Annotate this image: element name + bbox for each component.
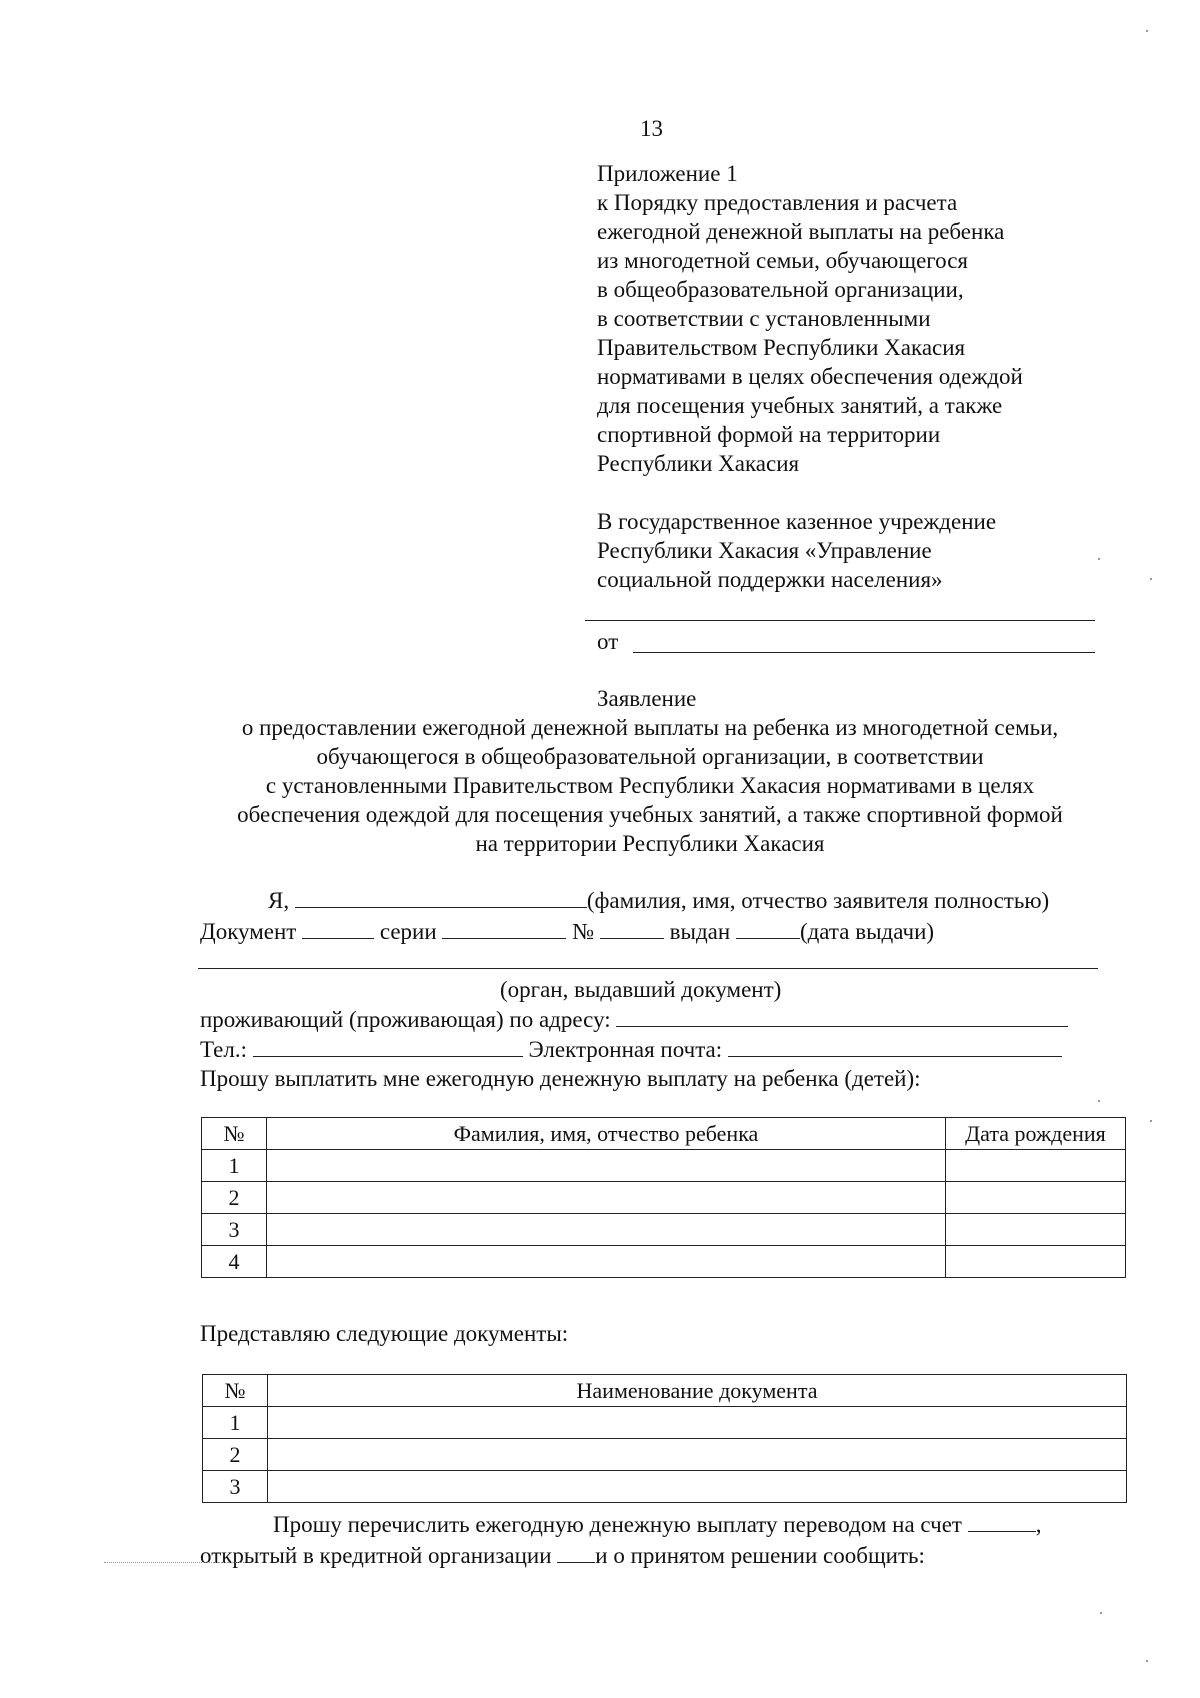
contacts-row <box>200 1035 1062 1064</box>
from-label: от <box>597 629 619 654</box>
col-birth-date: Дата рождения <box>946 1118 1126 1150</box>
i-label: Я, <box>268 888 290 913</box>
scan-speck <box>1146 1660 1148 1662</box>
appendix-line: к Порядку предоставления и расчета <box>597 190 958 215</box>
title-line: обучающегося в общеобразовательной организации, в соответствии <box>316 744 984 769</box>
birth-date-cell[interactable] <box>946 1214 1126 1246</box>
document-name-cell[interactable] <box>268 1439 1127 1471</box>
statement-heading: Заявление <box>597 686 697 711</box>
bank-label: открытый в кредитной организации <box>200 1543 552 1568</box>
table-row <box>203 1439 1127 1471</box>
page-number: 13 <box>640 116 663 141</box>
child-fio-cell[interactable] <box>267 1246 946 1278</box>
document-name-cell[interactable] <box>268 1407 1127 1439</box>
scan-speck <box>1150 1120 1152 1122</box>
table-row <box>202 1246 1126 1278</box>
number-label: № <box>572 919 595 944</box>
fio-hint: (фамилия, имя, отчество заявителя полностью) <box>586 888 1050 913</box>
table-row <box>202 1182 1126 1214</box>
series-label: серии <box>379 919 437 944</box>
document-name-cell[interactable] <box>268 1471 1127 1503</box>
table-header-row <box>203 1375 1127 1407</box>
row-number: 2 <box>202 1182 267 1214</box>
account-field[interactable] <box>968 1513 1036 1532</box>
transfer-comma: , <box>1035 1512 1042 1537</box>
documents-table <box>202 1374 1127 1503</box>
title-line: обеспечения одеждой для посещения учебных занятий, а также спортивной формой <box>237 802 1063 827</box>
addressee-line: социальной поддержки населения» <box>597 567 943 592</box>
table-row <box>202 1214 1126 1246</box>
table-row <box>203 1471 1127 1503</box>
addressee-line: В государственное казенное учреждение <box>597 509 997 534</box>
child-fio-cell[interactable] <box>267 1150 946 1182</box>
col-number: № <box>203 1375 268 1407</box>
appendix-header <box>597 159 1023 478</box>
address-row <box>200 1005 1068 1034</box>
title-line: о предоставлении ежегодной денежной выплаты на ребенка из многодетной семьи, <box>241 715 1059 740</box>
appendix-line: нормативами в целях обеспечения одеждой <box>597 364 1023 389</box>
table-row <box>202 1150 1126 1182</box>
row-number: 2 <box>203 1439 268 1471</box>
addressee-name-line[interactable] <box>585 620 1095 621</box>
scan-speck <box>1098 1100 1100 1102</box>
appendix-line: Приложение 1 <box>597 161 738 186</box>
appendix-line: из многодетной семьи, обучающегося <box>597 248 969 273</box>
applicant-fio-row <box>268 886 1049 915</box>
appendix-line: ежегодной денежной выплаты на ребенка <box>597 219 1005 244</box>
appendix-line: для посещения учебных занятий, а также <box>597 393 1003 418</box>
scan-speck <box>1100 1612 1102 1614</box>
children-table <box>201 1117 1126 1278</box>
scan-mark <box>104 1562 244 1563</box>
series-field[interactable] <box>442 920 566 939</box>
address-field[interactable] <box>616 1008 1068 1027</box>
title-line: на территории Республики Хакасия <box>475 831 825 856</box>
col-child-fio: Фамилия, имя, отчество ребенка <box>267 1118 946 1150</box>
issuer-hint: (орган, выдавший документ) <box>500 977 782 1002</box>
document-type-field[interactable] <box>302 920 374 939</box>
row-number: 3 <box>203 1471 268 1503</box>
number-field[interactable] <box>600 920 664 939</box>
row-number: 4 <box>202 1246 267 1278</box>
transfer-text: Прошу перечислить ежегодную денежную выплату переводом на счет <box>273 1512 962 1537</box>
table-row <box>203 1407 1127 1439</box>
table-header-row <box>202 1118 1126 1150</box>
scan-speck <box>1146 30 1148 32</box>
documents-intro: Представляю следующие документы: <box>200 1321 569 1346</box>
notify-text: и о принятом решении сообщить: <box>595 1543 925 1568</box>
title-line: с установленными Правительством Республики Хакасия нормативами в целях <box>265 773 1035 798</box>
child-fio-cell[interactable] <box>267 1214 946 1246</box>
issuer-line[interactable] <box>198 968 1098 969</box>
addressee-block <box>597 507 996 594</box>
phone-field[interactable] <box>253 1038 523 1057</box>
row-number: 1 <box>203 1407 268 1439</box>
applicant-fio-field[interactable] <box>295 889 587 908</box>
issued-label: выдан <box>669 919 731 944</box>
phone-label: Тел.: <box>200 1037 247 1062</box>
birth-date-cell[interactable] <box>946 1150 1126 1182</box>
scan-speck <box>1150 578 1152 580</box>
row-number: 3 <box>202 1214 267 1246</box>
scan-speck <box>1098 558 1100 560</box>
appendix-line: Правительством Республики Хакасия <box>597 335 966 360</box>
appendix-line: в общеобразовательной организации, <box>597 277 964 302</box>
addressee-line: Республики Хакасия «Управление <box>597 538 932 563</box>
appendix-line: спортивной формой на территории <box>597 422 941 447</box>
email-label: Электронная почта: <box>528 1037 723 1062</box>
transfer-line-1 <box>273 1510 1041 1539</box>
birth-date-cell[interactable] <box>946 1182 1126 1214</box>
issue-date-field[interactable] <box>736 920 800 939</box>
transfer-line-2 <box>200 1541 925 1570</box>
issue-date-hint: (дата выдачи) <box>799 919 935 944</box>
col-document-name: Наименование документа <box>268 1375 1127 1407</box>
document-row <box>200 917 934 946</box>
appendix-line: Республики Хакасия <box>597 451 800 476</box>
birth-date-cell[interactable] <box>946 1246 1126 1278</box>
email-field[interactable] <box>728 1038 1062 1057</box>
address-label: проживающий (проживающая) по адресу: <box>200 1007 611 1032</box>
col-number: № <box>202 1118 267 1150</box>
child-fio-cell[interactable] <box>267 1182 946 1214</box>
document-label: Документ <box>200 919 297 944</box>
bank-field[interactable] <box>557 1544 595 1563</box>
statement-title <box>160 713 1140 858</box>
row-number: 1 <box>202 1150 267 1182</box>
appendix-line: в соответствии с установленными <box>597 306 931 331</box>
from-line[interactable] <box>633 652 1095 653</box>
request-text: Прошу выплатить мне ежегодную денежную выплату на ребенка (детей): <box>200 1066 921 1091</box>
